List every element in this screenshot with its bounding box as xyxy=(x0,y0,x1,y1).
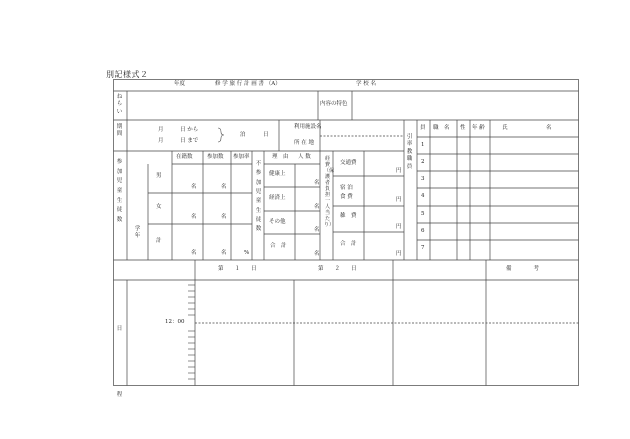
period-from: 月 日 から xyxy=(158,127,199,133)
unit-label: 名 xyxy=(191,250,197,256)
unit-label: 名 xyxy=(191,184,197,190)
unit-label: 名 xyxy=(221,214,227,220)
form-label: 別記様式２ xyxy=(106,70,149,79)
leader-row-num: 3 xyxy=(421,176,425,182)
school-name-label: 学 校 名 xyxy=(356,81,376,87)
aims-label: ねらい xyxy=(116,94,123,115)
col-participating: 参加数 xyxy=(207,154,224,160)
leader-row-num: 1 xyxy=(421,142,425,148)
facility-name-label: 利用施設名 xyxy=(294,124,322,130)
cost-total: 合 計 xyxy=(340,241,357,247)
unit-label: 名 xyxy=(191,214,197,220)
days-label: 日 xyxy=(263,132,269,138)
period-label: 期間 xyxy=(116,124,123,138)
remarks-label: 備 考 xyxy=(506,266,540,272)
noon-label: 12：00 xyxy=(165,319,185,325)
cost-misc: 雑 費 xyxy=(340,213,357,219)
yen-label: 円 xyxy=(396,251,402,257)
participants-label: 参加児童生徒数 xyxy=(116,159,123,223)
cost-lodging: 宿 泊 食 費 xyxy=(340,185,353,200)
percent-label: % xyxy=(244,250,250,256)
male-label: 男 xyxy=(156,173,162,179)
col-rate: 参加率 xyxy=(233,154,250,160)
content-features-label: 内容の特色 xyxy=(320,101,348,107)
col-enrolled: 在籍数 xyxy=(176,154,193,160)
leader-row-num: 6 xyxy=(421,228,425,234)
unit-label: 名 xyxy=(314,180,320,186)
leader-row-num: 2 xyxy=(421,159,425,165)
non-participants-label: 不参加児童生徒数 xyxy=(255,161,262,233)
leaders-col-role-label: 員 xyxy=(420,125,426,131)
unit-label: 名 xyxy=(221,184,227,190)
yen-label: 円 xyxy=(396,168,402,174)
reason-economic: 経済上 xyxy=(269,195,286,201)
facility-address-label: 所 在 地 xyxy=(294,140,314,146)
yen-label: 円 xyxy=(396,224,402,230)
year-label: 年度 xyxy=(174,81,186,87)
leader-row-num: 4 xyxy=(421,193,425,199)
leaders-col-sex: 性 xyxy=(460,125,466,131)
col-reason: 理 由 xyxy=(272,154,289,160)
leaders-label: 引率教職員 xyxy=(406,134,413,170)
leader-row-num: 7 xyxy=(421,245,425,251)
grade-label: 学年 xyxy=(134,226,141,240)
costs-label: 経費（保護者負担一人当たり） xyxy=(324,156,335,228)
reason-other: その他 xyxy=(269,219,286,225)
nights-label: 泊 xyxy=(240,132,246,138)
schedule-row-label: 日程 xyxy=(116,326,123,398)
non-participants-total: 合 計 xyxy=(270,243,287,249)
cost-transport: 交通費 xyxy=(340,160,357,166)
unit-label: 名 xyxy=(221,250,227,256)
unit-label: 名 xyxy=(314,204,320,210)
unit-label: 名 xyxy=(314,227,320,233)
plan-title: 修 学 旅 行 計 画 書 （A） xyxy=(215,81,281,87)
reason-health: 健康上 xyxy=(269,171,286,177)
col-count: 人 数 xyxy=(298,154,311,160)
leaders-col-position: 職 名 xyxy=(433,125,450,131)
leaders-col-name: 氏 名 xyxy=(502,125,552,131)
leader-row-num: 5 xyxy=(421,211,425,217)
yen-label: 円 xyxy=(396,197,402,203)
day2-label: 第 ２ 日 xyxy=(318,266,357,272)
period-to: 月 日 まで xyxy=(158,138,199,144)
total-label: 計 xyxy=(156,238,162,244)
female-label: 女 xyxy=(156,204,162,210)
unit-label: 名 xyxy=(314,251,320,257)
day1-label: 第 １ 日 xyxy=(218,266,257,272)
leaders-col-age: 年 齢 xyxy=(472,125,485,131)
